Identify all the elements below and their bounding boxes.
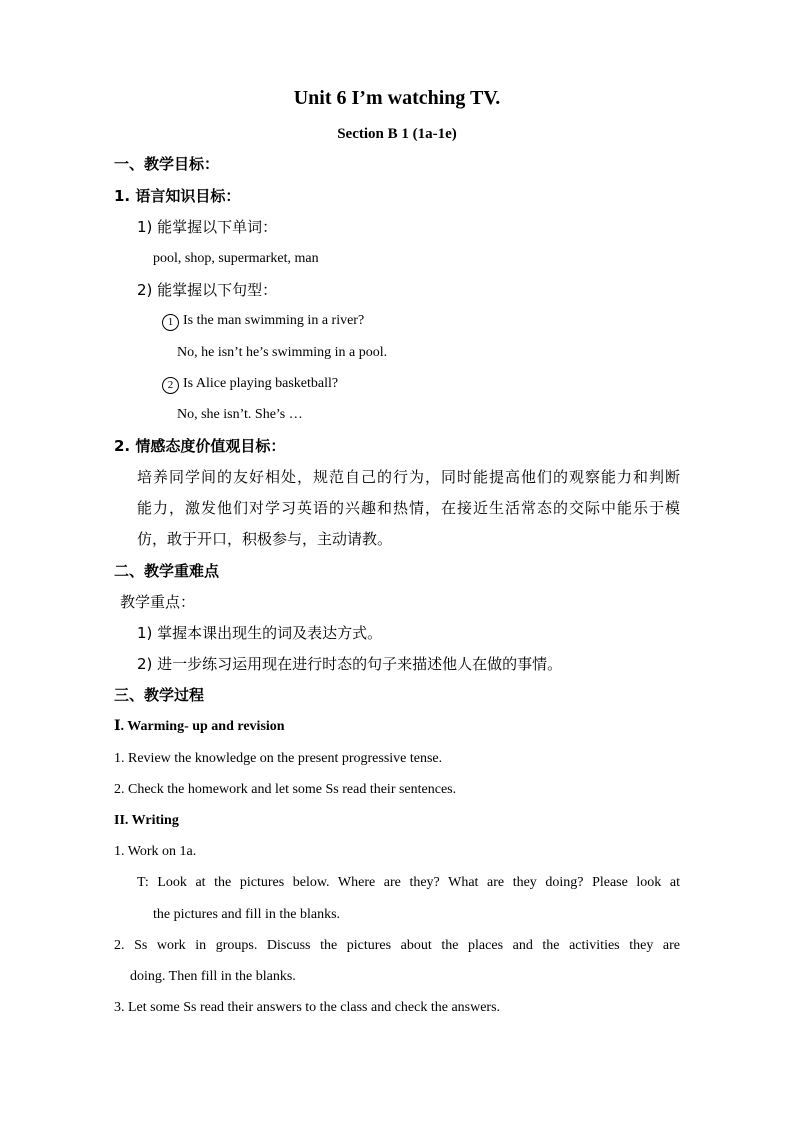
example-2-number: 2 (162, 377, 179, 394)
emotion-goals-line-2: 能力，激发他们对学习英语的兴趣和热情，在接近生活常态的交际中能乐于模 (137, 499, 680, 517)
writing-step-1-teacher-line-2: the pictures and fill in the blanks. (153, 907, 341, 922)
sentences-label: 2) 能掌握以下句型： (137, 281, 278, 299)
emotion-goals-line-3: 仿，敢于开口，积极参与，主动请教。 (137, 530, 393, 548)
writing-step-3: 3. Let some Ss read their answers to the class and check the answers. (114, 1000, 501, 1015)
section-1-heading: 一、教学目标： (114, 155, 220, 173)
page-subtitle: Section B 1 (1a-1e) (337, 126, 457, 142)
emotion-goals-heading: 2. 情感态度价值观目标： (114, 437, 286, 455)
key-point-2: 2) 进一步练习运用现在进行时态的句子来描述他人在做的事情。 (137, 655, 563, 673)
key-point-1: 1) 掌握本课出现生的词及表达方式。 (137, 624, 383, 642)
key-points-label: 教学重点： (120, 593, 196, 611)
section-3-heading: 三、教学过程 (114, 686, 205, 704)
warming-up-step-2: 2. Check the homework and let some Ss read their sentences. (114, 782, 457, 797)
warming-up-heading: Ⅰ. Warming- up and revision (114, 719, 285, 734)
warming-up-step-1: 1. Review the knowledge on the present progressive tense. (114, 751, 443, 766)
example-1-number: 1 (162, 314, 179, 331)
example-2-question-text: Is Alice playing basketball? (183, 376, 339, 391)
knowledge-goals-heading: 1. 语言知识目标： (114, 187, 241, 205)
emotion-goals-line-1: 培养同学间的友好相处，规范自己的行为，同时能提高他们的观察能力和判断 (137, 468, 680, 486)
writing-step-1-teacher-line-1: T: Look at the pictures below. Where are they? What are they doing? Please look at (137, 875, 680, 890)
example-1-answer: No, he isn’t he’s swimming in a pool. (177, 345, 388, 360)
writing-heading: II. Writing (114, 813, 179, 828)
example-1-question-text: Is the man swimming in a river? (183, 313, 365, 328)
example-2-answer: No, she isn’t. She’s … (177, 407, 303, 422)
words-label: 1) 能掌握以下单词： (137, 218, 278, 236)
example-1-question (162, 312, 364, 331)
example-2-question (162, 375, 338, 394)
writing-step-1: 1. Work on 1a. (114, 844, 197, 859)
writing-step-2-line-2: doing. Then fill in the blanks. (130, 969, 296, 984)
section-2-heading: 二、教学重难点 (114, 562, 220, 580)
writing-step-2-line-1: 2. Ss work in groups. Discuss the pictures about the places and the activities they are (114, 938, 680, 953)
vocabulary-list: pool, shop, supermarket, man (153, 251, 319, 266)
page-title: Unit 6 I’m watching TV. (293, 87, 501, 109)
